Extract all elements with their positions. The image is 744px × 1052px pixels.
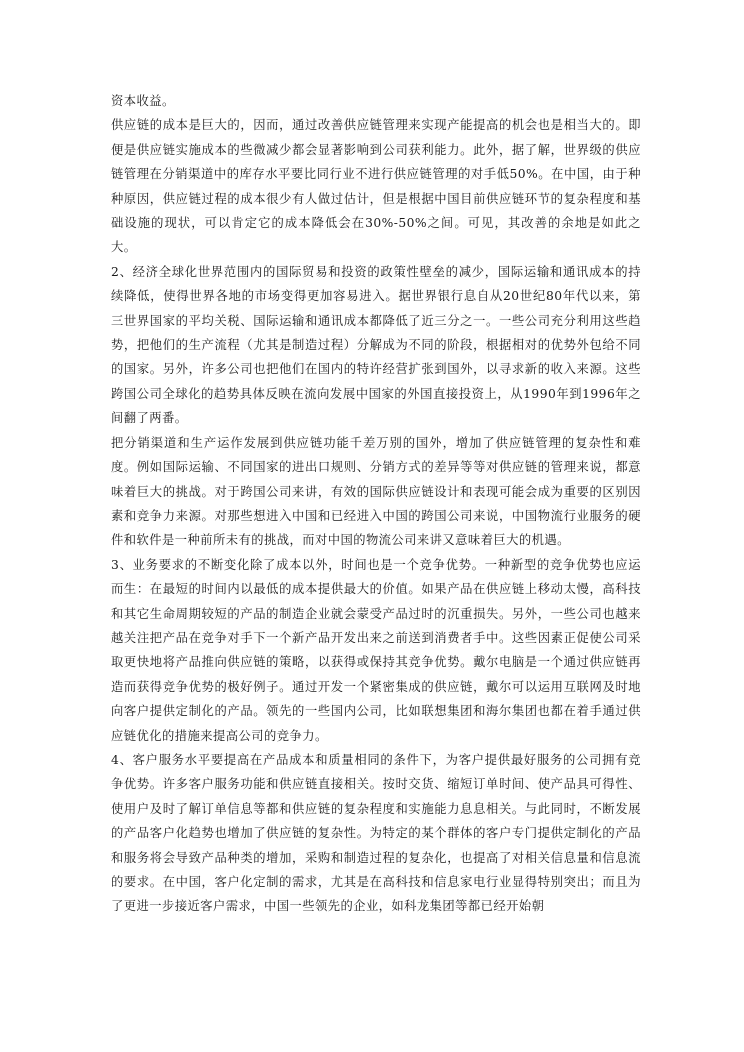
paragraph-customer-service: 4、客户服务水平要提高在产品成本和质量相同的条件下，为客户提供最好服务的公司拥有竞争优势。许多客户服务功能和供应链直接相关。按时交货、缩短订单时间、使产品具可得性、使用户及时了解订单信息等都和供应链的复杂程度和实施能力息息相关。与此同时，不断发展的产品客户化趋势也增加了供应链的复杂性。为特定的某个群体的客户专门提供定制化的产品和服务将会导致产品种类的增加，采购和制造过程的复杂化，也提高了对相关信息量和信息流的要求。在中国，客户化定制的需求，尤其是在高科技和信息家电行业显得特别突出；而且为了更进一步接近客户需求，中国一些领先的企业，如科龙集团等都已经开始朝 [111, 752, 641, 914]
paragraph-business-requirements: 3、业务要求的不断变化除了成本以外，时间也是一个竞争优势。一种新型的竞争优势也应运而生：在最短的时间内以最低的成本提供最大的价值。如果产品在供应链上移动太慢，高科技和其它生命周期较短的产品的制造企业就会蒙受产品过时的沉重损失。另外，一些公司也越来越关注把产品在竞争对手下一个新产品开发出来之前送到消费者手中。这些因素正促使公司采取更快地将产品推向供应链的策略，以获得或保持其竞争优势。戴尔电脑是一个通过供应链再造而获得竞争优势的极好例子。通过开发一个紧密集成的供应链，戴尔可以运用互联网及时地向客户提供定制化的产品。领先的一些国内公司，比如联想集团和海尔集团也都在着手通过供应链优化的措施来提高公司的竞争力。 [111, 557, 641, 743]
paragraph-economic-globalization: 2、经济全球化世界范围内的国际贸易和投资的政策性壁垒的减少，国际运输和通讯成本的持续降低，使得世界各地的市场变得更加容易进入。据世界银行息自从20世纪80年代以来，第三世界国家的平均关税、国际运输和通讯成本都降低了近三分之一。一些公司充分利用这些趋势，把他们的生产流程（尤其是制造过程）分解成为不同的阶段，根据相对的优势外包给不同的国家。另外，许多公司也把他们在国内的特许经营扩张到国外，以寻求新的收入来源。这些跨国公司全球化的趋势具体反映在流向发展中国家的外国直接投资上，从1990年到1996年之间翻了两番。 [111, 264, 641, 426]
paragraph-supply-chain-cost: 供应链的成本是巨大的，因而，通过改善供应链管理来实现产能提高的机会也是相当大的。即便是供应链实施成本的些微减少都会显著影响到公司获利能力。此外，据了解，世界级的供应链管理在分销渠道中的库存水平要比同行业不进行供应链管理的对手低50%。在中国，由于种种原因，供应链过程的成本很少有人做过估计，但是根据中国目前供应链环节的复杂程度和基础设施的现状，可以肯定它的成本降低会在30%-50%之间。可见，其改善的余地是如此之大。 [111, 118, 641, 255]
paragraph-capital-return: 资本收益。 [111, 94, 175, 108]
document-body [111, 89, 641, 919]
paragraph-international-complexity: 把分销渠道和生产运作发展到供应链功能千差万别的国外，增加了供应链管理的复杂性和难度。例如国际运输、不同国家的进出口规则、分销方式的差异等等对供应链的管理来说，都意味着巨大的挑战。对于跨国公司来讲，有效的国际供应链设计和表现可能会成为重要的区别因素和竞争力来源。对那些想进入中国和已经进入中国的跨国公司来说，中国物流行业服务的硬件和软件是一种前所未有的挑战，而对中国的物流公司来讲又意味着巨大的机遇。 [111, 435, 641, 548]
